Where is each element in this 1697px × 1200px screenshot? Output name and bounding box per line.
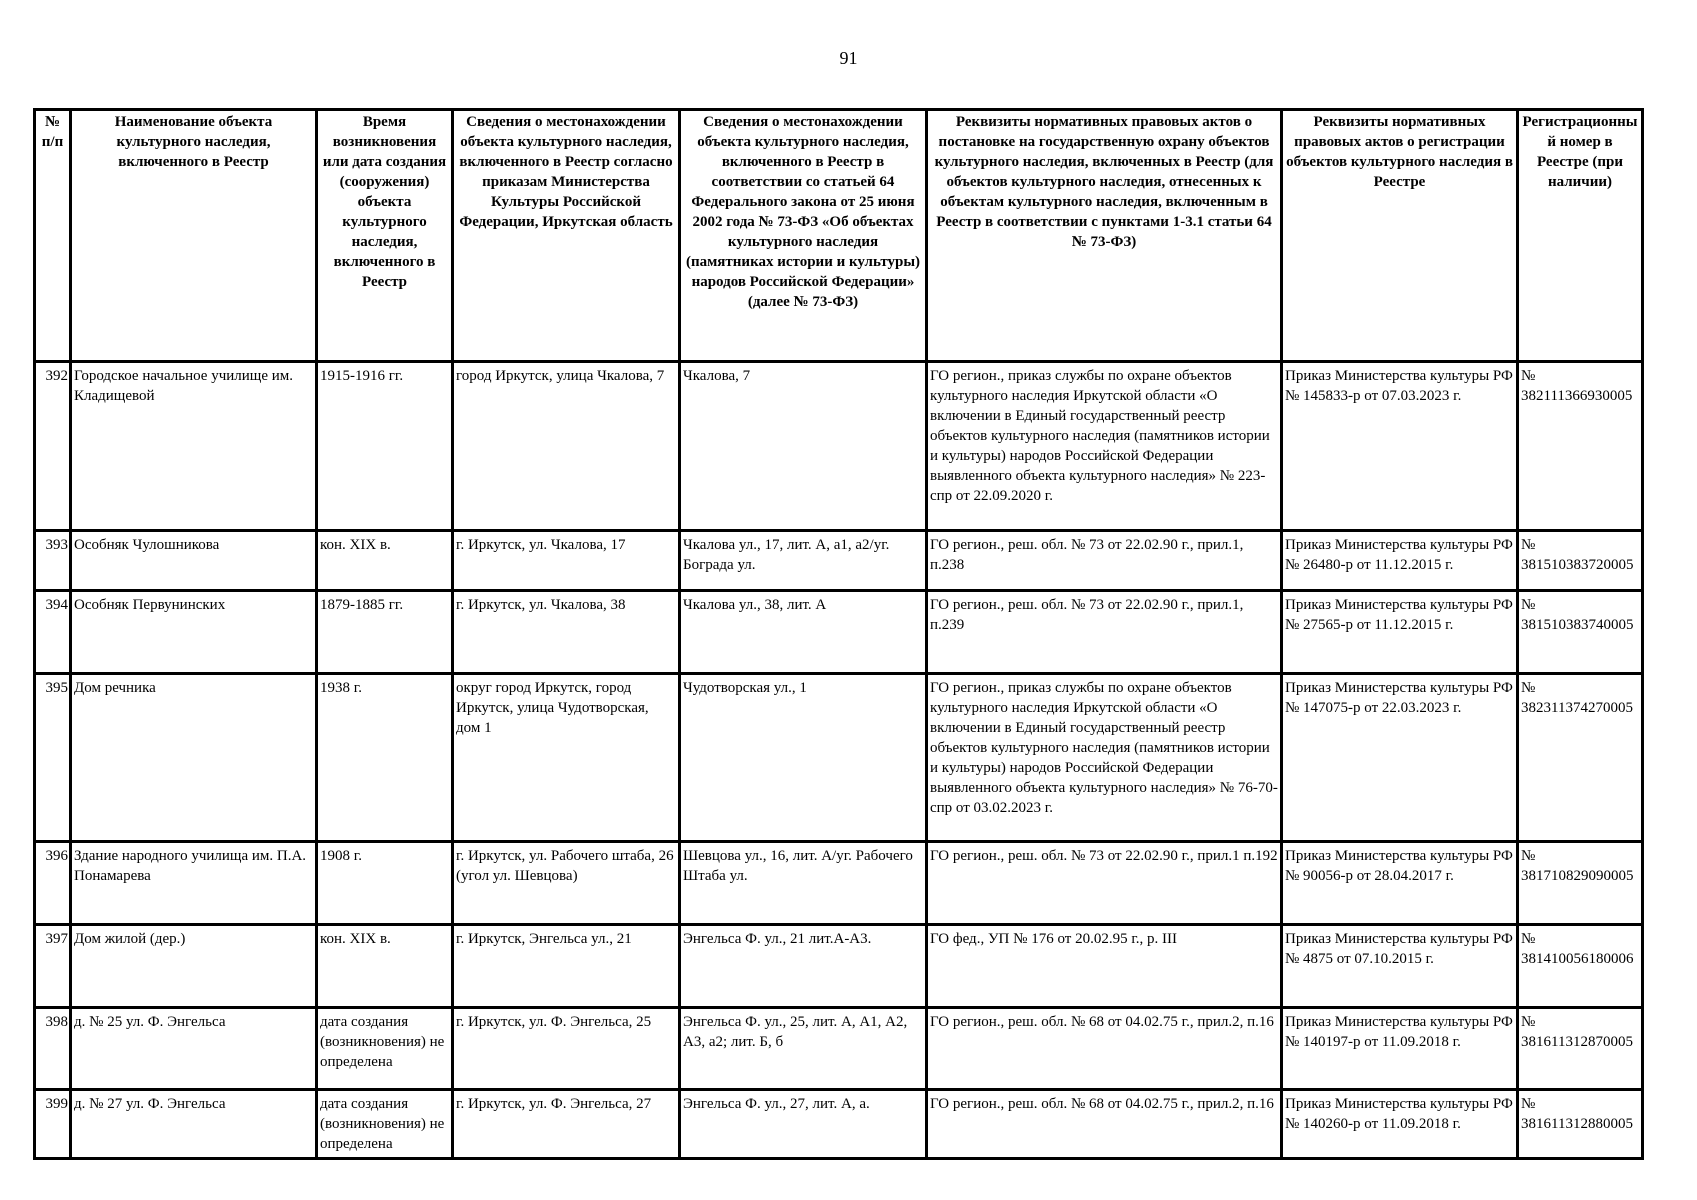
table-header-row <box>35 110 1643 362</box>
location-order: г. Иркутск, ул. Рабочего штаба, 26 (угол ул. Шевцова) <box>453 842 680 925</box>
registration-number: № 381611312880005 <box>1518 1090 1643 1159</box>
location-order: г. Иркутск, ул. Чкалова, 17 <box>453 531 680 591</box>
row-number: 392 <box>35 362 71 531</box>
creation-date: дата создания (возникновения) не определена <box>317 1090 453 1159</box>
header-creation-date: Время возникновения или дата создания (сооружения) объекта культурного наследия, включенного в Реестр <box>317 110 453 362</box>
row-number: 399 <box>35 1090 71 1159</box>
registration-number: № 382311374270005 <box>1518 674 1643 842</box>
protection-act: ГО регион., реш. обл. № 73 от 22.02.90 г., прил.1 п.192 <box>927 842 1282 925</box>
header-number: № п/п <box>35 110 71 362</box>
table-row <box>35 925 1643 1008</box>
registration-number: № 381510383740005 <box>1518 591 1643 674</box>
table-row <box>35 362 1643 531</box>
header-object-name: Наименование объекта культурного наследия, включенного в Реестр <box>71 110 317 362</box>
creation-date: 1908 г. <box>317 842 453 925</box>
row-number: 394 <box>35 591 71 674</box>
object-name: д. № 27 ул. Ф. Энгельса <box>71 1090 317 1159</box>
registration-act: Приказ Министерства культуры РФ № 27565-р от 11.12.2015 г. <box>1282 591 1518 674</box>
protection-act: ГО регион., приказ службы по охране объектов культурного наследия Иркутской области «О включении в Единый государственный реестр объектов культурного наследия (памятников истории и культуры) народов Российской Федерации выявленного объекта культурного наследия» № 223-спр от 22.09.2020 г. <box>927 362 1282 531</box>
creation-date: 1938 г. <box>317 674 453 842</box>
protection-act: ГО регион., реш. обл. № 73 от 22.02.90 г., прил.1, п.238 <box>927 531 1282 591</box>
location-order: г. Иркутск, ул. Ф. Энгельса, 25 <box>453 1008 680 1090</box>
registration-number: № 382111366930005 <box>1518 362 1643 531</box>
creation-date: 1879-1885 гг. <box>317 591 453 674</box>
registration-number: № 381510383720005 <box>1518 531 1643 591</box>
registration-act: Приказ Министерства культуры РФ № 4875 от 07.10.2015 г. <box>1282 925 1518 1008</box>
location-73fz: Чкалова ул., 17, лит. А, а1, а2/уг. Бограда ул. <box>680 531 927 591</box>
header-registration-number: Регистрационный номер в Реестре (при наличии) <box>1518 110 1643 362</box>
header-protection-act: Реквизиты нормативных правовых актов о постановке на государственную охрану объектов культурного наследия, включенных в Реестр (для объектов культурного наследия, отнесенных к объектам культурного наследия, включенным в Реестр в соответствии с пунктами 1-3.1 статьи 64 № 73-ФЗ) <box>927 110 1282 362</box>
registration-act: Приказ Министерства культуры РФ № 90056-р от 28.04.2017 г. <box>1282 842 1518 925</box>
row-number: 393 <box>35 531 71 591</box>
creation-date: кон. XIX в. <box>317 531 453 591</box>
row-number: 395 <box>35 674 71 842</box>
protection-act: ГО регион., реш. обл. № 68 от 04.02.75 г., прил.2, п.16 <box>927 1090 1282 1159</box>
header-location-73fz: Сведения о местонахождении объекта культурного наследия, включенного в Реестр в соответствии со статьей 64 Федерального закона от 25 июня 2002 года № 73-ФЗ «Об объектах культурного наследия (памятниках истории и культуры) народов Российской Федерации» (далее № 73-ФЗ) <box>680 110 927 362</box>
protection-act: ГО регион., реш. обл. № 68 от 04.02.75 г., прил.2, п.16 <box>927 1008 1282 1090</box>
creation-date: дата создания (возникновения) не определена <box>317 1008 453 1090</box>
protection-act: ГО фед., УП № 176 от 20.02.95 г., р. III <box>927 925 1282 1008</box>
registration-act: Приказ Министерства культуры РФ № 140197-р от 11.09.2018 г. <box>1282 1008 1518 1090</box>
protection-act: ГО регион., приказ службы по охране объектов культурного наследия Иркутской области «О включении в Единый государственный реестр объектов культурного наследия (памятников истории и культуры) народов Российской Федерации выявленного объекта культурного наследия» № 76-70-спр от 03.02.2023 г. <box>927 674 1282 842</box>
registration-act: Приказ Министерства культуры РФ № 147075-р от 22.03.2023 г. <box>1282 674 1518 842</box>
table-row <box>35 1090 1643 1159</box>
object-name: д. № 25 ул. Ф. Энгельса <box>71 1008 317 1090</box>
location-73fz: Энгельса Ф. ул., 25, лит. А, А1, А2, А3, а2; лит. Б, б <box>680 1008 927 1090</box>
registration-act: Приказ Министерства культуры РФ № 140260-р от 11.09.2018 г. <box>1282 1090 1518 1159</box>
heritage-registry-table <box>33 108 1644 1160</box>
location-order: г. Иркутск, Энгельса ул., 21 <box>453 925 680 1008</box>
location-73fz: Энгельса Ф. ул., 21 лит.А-А3. <box>680 925 927 1008</box>
page-number: 91 <box>839 48 858 68</box>
registration-number: № 381611312870005 <box>1518 1008 1643 1090</box>
table-row <box>35 591 1643 674</box>
object-name: Дом речника <box>71 674 317 842</box>
row-number: 397 <box>35 925 71 1008</box>
location-73fz: Энгельса Ф. ул., 27, лит. А, а. <box>680 1090 927 1159</box>
location-order: округ город Иркутск, город Иркутск, улица Чудотворская, дом 1 <box>453 674 680 842</box>
location-73fz: Чудотворская ул., 1 <box>680 674 927 842</box>
location-73fz: Шевцова ул., 16, лит. А/уг. Рабочего Штаба ул. <box>680 842 927 925</box>
table-row <box>35 674 1643 842</box>
location-order: город Иркутск, улица Чкалова, 7 <box>453 362 680 531</box>
registration-act: Приказ Министерства культуры РФ № 26480-р от 11.12.2015 г. <box>1282 531 1518 591</box>
location-73fz: Чкалова ул., 38, лит. А <box>680 591 927 674</box>
object-name: Здание народного училища им. П.А. Понамарева <box>71 842 317 925</box>
object-name: Особняк Чулошникова <box>71 531 317 591</box>
object-name: Городское начальное училище им. Кладищевой <box>71 362 317 531</box>
location-order: г. Иркутск, ул. Чкалова, 38 <box>453 591 680 674</box>
header-registration-act: Реквизиты нормативных правовых актов о регистрации объектов культурного наследия в Реестре <box>1282 110 1518 362</box>
table-row <box>35 531 1643 591</box>
table-row <box>35 1008 1643 1090</box>
object-name: Дом жилой (дер.) <box>71 925 317 1008</box>
row-number: 398 <box>35 1008 71 1090</box>
registration-number: № 381710829090005 <box>1518 842 1643 925</box>
creation-date: 1915-1916 гг. <box>317 362 453 531</box>
registration-act: Приказ Министерства культуры РФ № 145833-р от 07.03.2023 г. <box>1282 362 1518 531</box>
registration-number: № 381410056180006 <box>1518 925 1643 1008</box>
object-name: Особняк Первунинских <box>71 591 317 674</box>
location-order: г. Иркутск, ул. Ф. Энгельса, 27 <box>453 1090 680 1159</box>
table-row <box>35 842 1643 925</box>
location-73fz: Чкалова, 7 <box>680 362 927 531</box>
header-location-order: Сведения о местонахождении объекта культурного наследия, включенного в Реестр согласно приказам Министерства Культуры Российской Федерации, Иркутская область <box>453 110 680 362</box>
row-number: 396 <box>35 842 71 925</box>
creation-date: кон. XIX в. <box>317 925 453 1008</box>
protection-act: ГО регион., реш. обл. № 73 от 22.02.90 г., прил.1, п.239 <box>927 591 1282 674</box>
